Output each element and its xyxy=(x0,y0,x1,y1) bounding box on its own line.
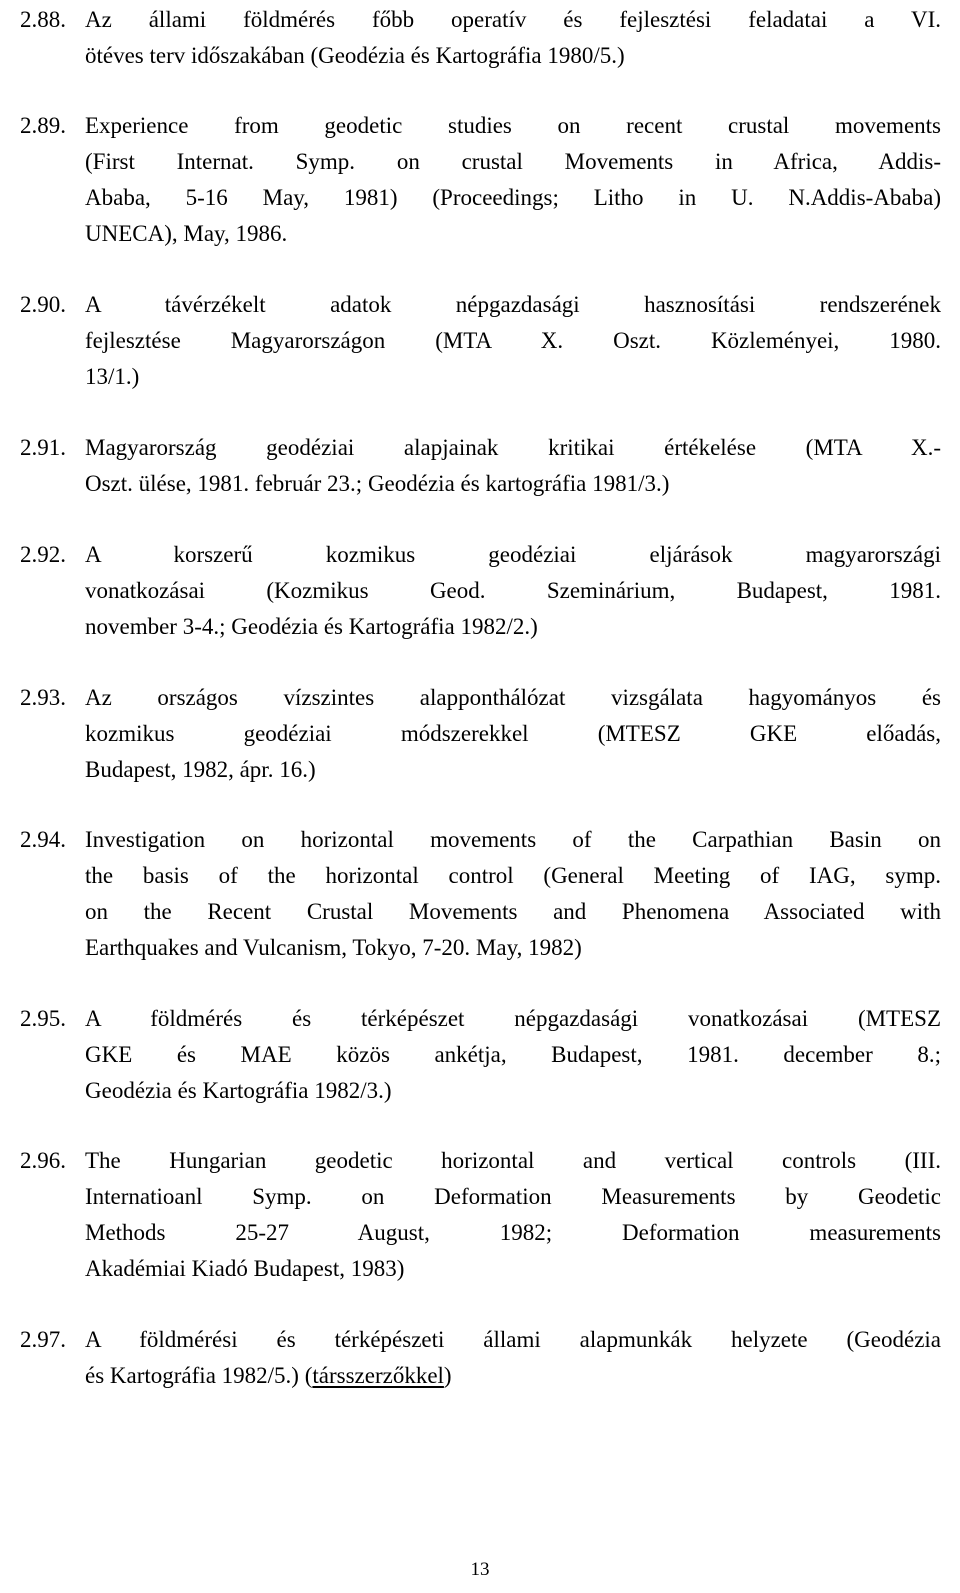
entry-line: The Hungarian geodetic horizontal and vertical controls (III. xyxy=(85,1148,941,1173)
entry-text xyxy=(85,822,941,966)
entry-number: 2.97. xyxy=(20,1327,66,1352)
entry-line: (First Internat. Symp. on crustal Movements in Africa, Addis- xyxy=(85,149,941,174)
entry-line: Ababa, 5-16 May, 1981) (Proceedings; Litho in U. N.Addis-Ababa) xyxy=(85,185,941,210)
coauthors-underlined: társszerzőkkel xyxy=(312,1363,444,1388)
entry-line: Az állami földmérés főbb operatív és fejlesztési feladatai a VI. xyxy=(85,7,941,32)
entry-text xyxy=(85,1001,941,1109)
entry-text xyxy=(85,2,941,74)
entry-line: A távérzékelt adatok népgazdasági hasznosítási rendszerének xyxy=(85,292,941,317)
entry-text xyxy=(85,430,941,502)
entry-line: Experience from geodetic studies on recent crustal movements xyxy=(85,113,941,138)
entry-line-prefix: és Kartográfia 1982/5.) ( xyxy=(85,1363,313,1388)
entry-number: 2.88. xyxy=(20,7,66,32)
entry-line: Akadémiai Kiadó Budapest, 1983) xyxy=(85,1256,405,1281)
entry-line: Geodézia és Kartográfia 1982/3.) xyxy=(85,1078,392,1103)
entry-line: Budapest, 1982, ápr. 16.) xyxy=(85,757,316,782)
entry-line: Methods 25-27 August, 1982; Deformation measurements xyxy=(85,1220,941,1245)
entry-text xyxy=(85,537,941,645)
entry-text xyxy=(85,1322,941,1394)
entry-line: A korszerű kozmikus geodéziai eljárások magyarországi xyxy=(85,542,941,567)
entry-line: GKE és MAE közös ankétja, Budapest, 1981. december 8.; xyxy=(85,1042,941,1067)
entry-line: Internatioanl Symp. on Deformation Measurements by Geodetic xyxy=(85,1184,941,1209)
entry-line: UNECA), May, 1986. xyxy=(85,221,288,246)
entry-text xyxy=(85,1143,941,1287)
entry-line: ötéves terv időszakában (Geodézia és Kartográfia 1980/5.) xyxy=(85,43,625,68)
entry-number: 2.94. xyxy=(20,827,66,852)
entry-line: kozmikus geodéziai módszerekkel (MTESZ GKE előadás, xyxy=(85,721,941,746)
entry-number: 2.89. xyxy=(20,113,66,138)
entry-line: A földmérés és térképészet népgazdasági vonatkozásai (MTESZ xyxy=(85,1006,941,1031)
entry-line: fejlesztése Magyarországon (MTA X. Oszt. Közleményei, 1980. xyxy=(85,328,941,353)
entry-number: 2.93. xyxy=(20,685,66,710)
entry-line: november 3-4.; Geodézia és Kartográfia 1982/2.) xyxy=(85,614,538,639)
entry-text xyxy=(85,108,941,252)
entry-line: vonatkozásai (Kozmikus Geod. Szeminárium, Budapest, 1981. xyxy=(85,578,941,603)
entry-line: Oszt. ülése, 1981. február 23.; Geodézia és kartográfia 1981/3.) xyxy=(85,471,670,496)
page-number: 13 xyxy=(470,1559,490,1580)
entry-line: the basis of the horizontal control (General Meeting of IAG, symp. xyxy=(85,863,941,888)
entry-text xyxy=(85,680,941,788)
entry-number: 2.91. xyxy=(20,435,66,460)
entry-line: on the Recent Crustal Movements and Phenomena Associated with xyxy=(85,899,941,924)
entry-number: 2.92. xyxy=(20,542,66,567)
entry-line: A földmérési és térképészeti állami alapmunkák helyzete (Geodézia xyxy=(85,1327,941,1352)
entry-line-suffix: ) xyxy=(443,1363,452,1388)
entry-number: 2.96. xyxy=(20,1148,66,1173)
entry-number: 2.95. xyxy=(20,1006,66,1031)
entry-line-with-coauthors xyxy=(85,1358,941,1394)
entry-number: 2.90. xyxy=(20,292,66,317)
entry-line: Magyarország geodéziai alapjainak kritikai értékelése (MTA X.- xyxy=(85,435,941,460)
entry-line: 13/1.) xyxy=(85,364,140,389)
entry-text xyxy=(85,287,941,395)
entry-line: Investigation on horizontal movements of the Carpathian Basin on xyxy=(85,827,941,852)
entry-line: Az országos vízszintes alapponthálózat vizsgálata hagyományos és xyxy=(85,685,941,710)
entry-line: Earthquakes and Vulcanism, Tokyo, 7-20. May, 1982) xyxy=(85,935,582,960)
